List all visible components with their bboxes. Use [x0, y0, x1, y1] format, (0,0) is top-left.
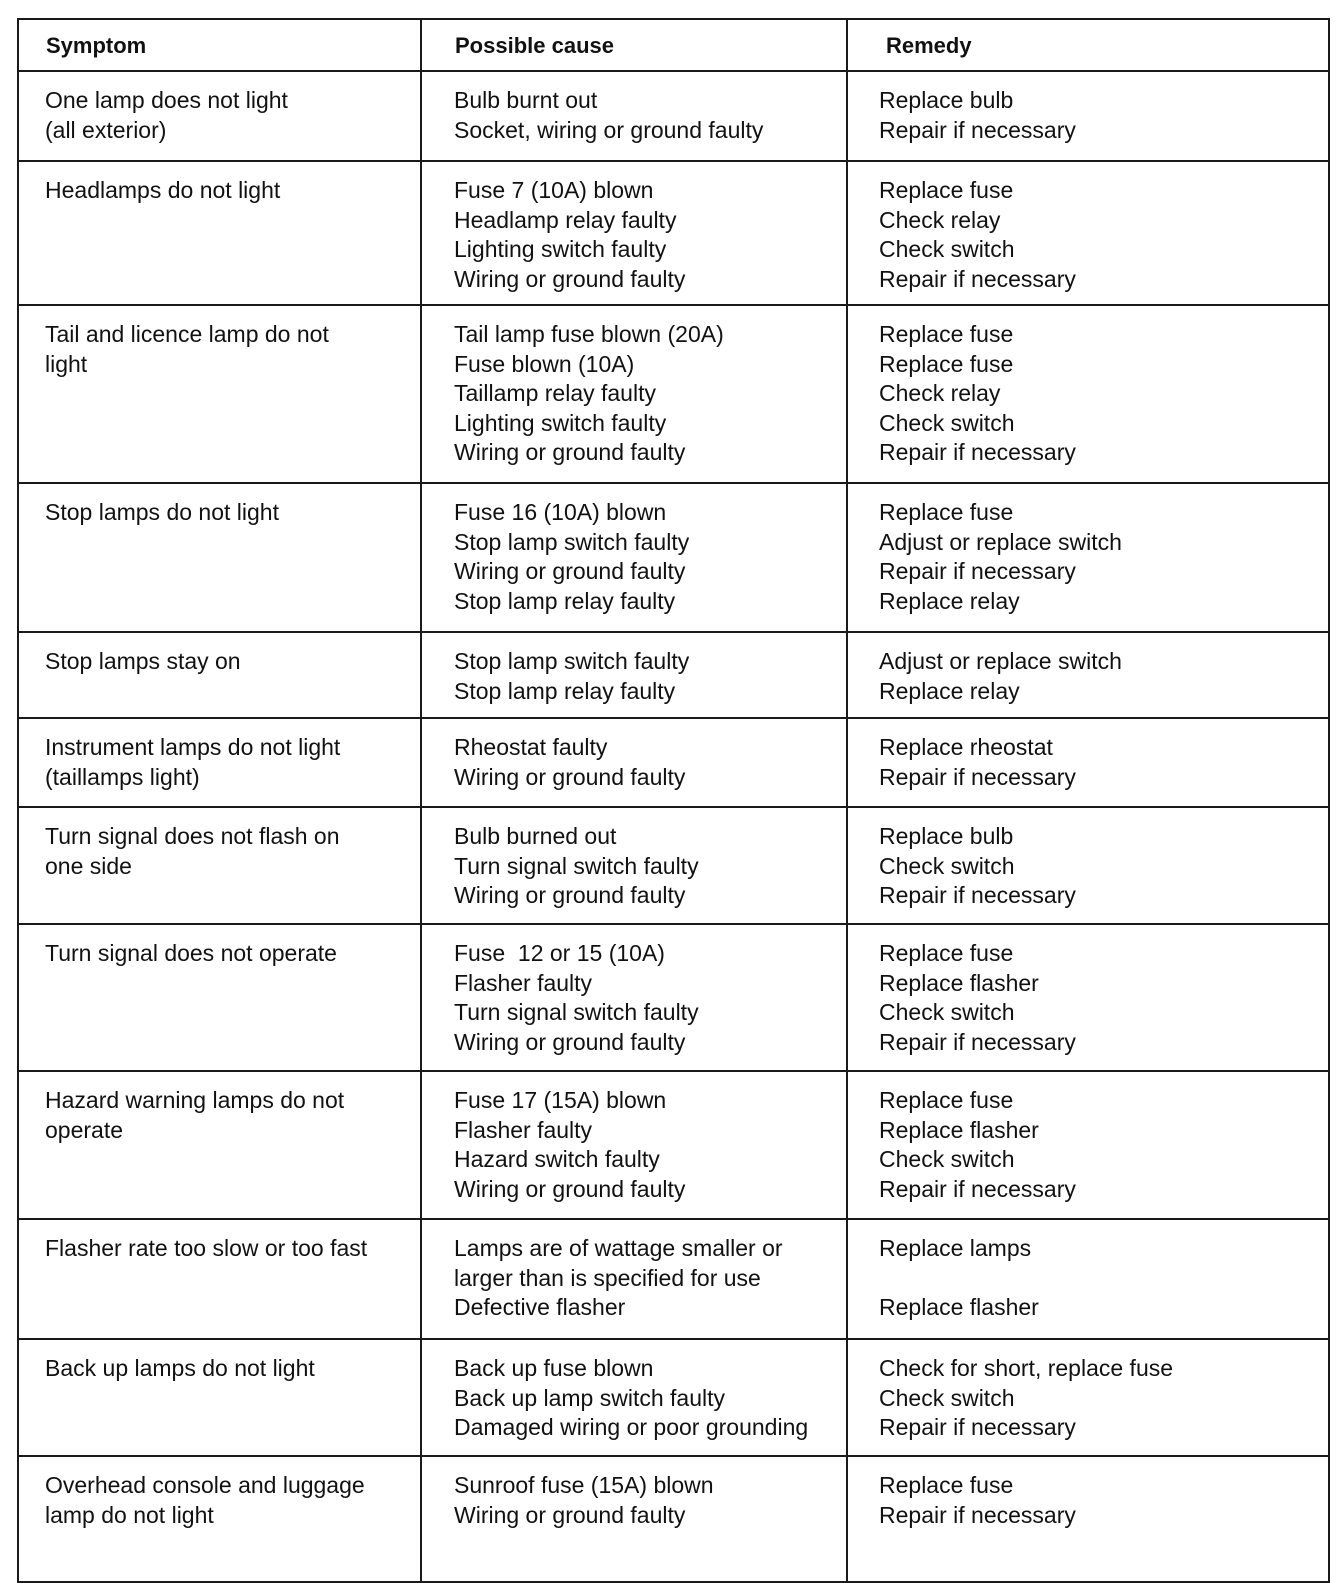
cause-line: Wiring or ground faulty	[454, 1028, 686, 1055]
remedy-cell	[847, 1339, 1329, 1456]
remedy-line: Replace flasher	[879, 1116, 1039, 1143]
header-row	[18, 19, 1329, 71]
remedy-line: Replace relay	[879, 587, 1020, 614]
cause-line: Wiring or ground faulty	[454, 265, 686, 292]
symptom-line: (all exterior)	[45, 116, 167, 143]
remedy-cell	[847, 1219, 1329, 1339]
symptom-cell	[18, 1071, 421, 1219]
symptom-line: One lamp does not light	[45, 87, 288, 113]
symptom-cell	[18, 1456, 421, 1582]
cause-cell	[421, 924, 847, 1071]
remedy-line: Replace bulb	[879, 87, 1014, 113]
remedy-line: Adjust or replace switch	[879, 648, 1122, 674]
table-row	[18, 924, 1329, 1071]
cause-line: larger than is specified for use	[454, 1264, 761, 1291]
symptom-cell	[18, 1219, 421, 1339]
table-row	[18, 1071, 1329, 1219]
remedy-line: Repair if necessary	[879, 1175, 1076, 1202]
cause-line: Stop lamp relay faulty	[454, 677, 676, 704]
cause-cell	[421, 71, 847, 161]
cause-line: Turn signal switch faulty	[454, 999, 699, 1026]
remedy-cell	[847, 71, 1329, 161]
remedy-line: Replace fuse	[879, 321, 1014, 347]
remedy-line: Repair if necessary	[879, 558, 1076, 585]
cause-line: Fuse 7 (10A) blown	[454, 177, 654, 203]
cause-line: Stop lamp relay faulty	[454, 587, 676, 614]
cause-cell	[421, 807, 847, 924]
cause-line: Rheostat faulty	[454, 734, 608, 760]
table-row	[18, 483, 1329, 632]
symptom-line: Overhead console and luggage	[45, 1472, 365, 1498]
cause-line: Fuse 16 (10A) blown	[454, 499, 667, 525]
cause-line: Wiring or ground faulty	[454, 1175, 686, 1202]
symptom-cell	[18, 161, 421, 305]
cause-cell	[421, 1339, 847, 1456]
remedy-line: Replace fuse	[879, 1472, 1014, 1498]
remedy-cell	[847, 924, 1329, 1071]
cause-line: Lighting switch faulty	[454, 409, 667, 436]
remedy-line: Check switch	[879, 852, 1015, 879]
remedy-line: Repair if necessary	[879, 882, 1076, 909]
cause-line: Defective flasher	[454, 1294, 626, 1321]
troubleshooting-table	[17, 18, 1330, 1583]
remedy-line: Replace rheostat	[879, 734, 1053, 760]
symptom-cell	[18, 483, 421, 632]
table-row	[18, 305, 1329, 483]
table-row	[18, 1339, 1329, 1456]
symptom-cell	[18, 1339, 421, 1456]
cause-line: Tail lamp fuse blown (20A)	[454, 321, 724, 347]
symptom-line: Stop lamps do not light	[45, 499, 279, 525]
cause-cell	[421, 305, 847, 483]
symptom-cell	[18, 718, 421, 807]
remedy-cell	[847, 305, 1329, 483]
symptom-line: light	[45, 350, 88, 377]
cause-line: Wiring or ground faulty	[454, 1501, 686, 1528]
symptom-line: Tail and licence lamp do not	[45, 321, 329, 347]
remedy-line: Repair if necessary	[879, 1028, 1076, 1055]
cause-line: Turn signal switch faulty	[454, 852, 699, 879]
remedy-line: Check switch	[879, 999, 1015, 1026]
remedy-line: Replace fuse	[879, 350, 1014, 377]
cause-line: Socket, wiring or ground faulty	[454, 116, 764, 143]
remedy-line: Repair if necessary	[879, 439, 1076, 466]
cause-line: Lamps are of wattage smaller or	[454, 1235, 783, 1261]
remedy-cell	[847, 1456, 1329, 1582]
cause-line: Sunroof fuse (15A) blown	[454, 1472, 714, 1498]
cause-line: Taillamp relay faulty	[454, 380, 656, 407]
table-row	[18, 71, 1329, 161]
remedy-line: Adjust or replace switch	[879, 528, 1122, 555]
cause-line: Fuse 17 (15A) blown	[454, 1087, 667, 1113]
symptom-line: (taillamps light)	[45, 763, 200, 790]
table-row	[18, 632, 1329, 718]
cause-cell	[421, 1219, 847, 1339]
remedy-line: Replace fuse	[879, 499, 1014, 525]
remedy-line: Replace fuse	[879, 177, 1014, 203]
symptom-cell	[18, 71, 421, 161]
symptom-cell	[18, 807, 421, 924]
remedy-line: Repair if necessary	[879, 763, 1076, 790]
cause-line: Back up fuse blown	[454, 1355, 654, 1381]
remedy-line	[879, 1264, 1328, 1294]
remedy-line: Check switch	[879, 236, 1015, 263]
cause-line: Fuse 12 or 15 (10A)	[454, 940, 665, 966]
remedy-line: Repair if necessary	[879, 1501, 1076, 1528]
cause-line: Stop lamp switch faulty	[454, 648, 690, 674]
cause-line: Stop lamp switch faulty	[454, 528, 690, 555]
cause-line: Headlamp relay faulty	[454, 206, 677, 233]
remedy-line: Replace fuse	[879, 940, 1014, 966]
cause-cell	[421, 632, 847, 718]
cause-cell	[421, 1456, 847, 1582]
remedy-line: Check for short, replace fuse	[879, 1355, 1174, 1381]
symptom-line: Instrument lamps do not light	[45, 734, 341, 760]
cause-cell	[421, 1071, 847, 1219]
remedy-line: Replace relay	[879, 677, 1020, 704]
remedy-line: Replace lamps	[879, 1235, 1032, 1261]
remedy-cell	[847, 1071, 1329, 1219]
remedy-line: Replace flasher	[879, 1294, 1039, 1321]
header-possible-cause: Possible cause	[421, 19, 847, 71]
cause-line: Bulb burnt out	[454, 87, 598, 113]
cause-cell	[421, 161, 847, 305]
remedy-cell	[847, 483, 1329, 632]
symptom-line: Headlamps do not light	[45, 177, 281, 203]
cause-line: Damaged wiring or poor grounding	[454, 1414, 809, 1441]
symptom-line: lamp do not light	[45, 1501, 214, 1528]
remedy-cell	[847, 807, 1329, 924]
remedy-line: Replace bulb	[879, 823, 1014, 849]
symptom-line: Stop lamps stay on	[45, 648, 241, 674]
cause-line: Flasher faulty	[454, 1116, 593, 1143]
cause-line: Wiring or ground faulty	[454, 439, 686, 466]
table-row	[18, 1456, 1329, 1582]
header-remedy: Remedy	[847, 19, 1329, 71]
cause-cell	[421, 483, 847, 632]
cause-line: Hazard switch faulty	[454, 1146, 660, 1173]
remedy-line: Check switch	[879, 1146, 1015, 1173]
remedy-line: Check switch	[879, 1384, 1015, 1411]
remedy-line: Check switch	[879, 409, 1015, 436]
remedy-line: Replace fuse	[879, 1087, 1014, 1113]
symptom-line: Turn signal does not operate	[45, 940, 337, 966]
cause-line: Back up lamp switch faulty	[454, 1384, 726, 1411]
symptom-line: Flasher rate too slow or too fast	[45, 1235, 368, 1261]
table-row	[18, 807, 1329, 924]
cause-cell	[421, 718, 847, 807]
cause-line: Lighting switch faulty	[454, 236, 667, 263]
cause-line: Wiring or ground faulty	[454, 882, 686, 909]
remedy-cell	[847, 161, 1329, 305]
remedy-line: Repair if necessary	[879, 265, 1076, 292]
remedy-line: Repair if necessary	[879, 116, 1076, 143]
table-row	[18, 161, 1329, 305]
symptom-line: one side	[45, 852, 132, 879]
remedy-line: Replace flasher	[879, 969, 1039, 996]
remedy-line: Check relay	[879, 206, 1001, 233]
table-row	[18, 1219, 1329, 1339]
symptom-line: Back up lamps do not light	[45, 1355, 315, 1381]
symptom-line: Hazard warning lamps do not	[45, 1087, 345, 1113]
symptom-cell	[18, 924, 421, 1071]
cause-line: Bulb burned out	[454, 823, 617, 849]
remedy-cell	[847, 718, 1329, 807]
cause-line: Fuse blown (10A)	[454, 350, 635, 377]
remedy-cell	[847, 632, 1329, 718]
cause-line: Wiring or ground faulty	[454, 763, 686, 790]
table-row	[18, 718, 1329, 807]
remedy-line: Repair if necessary	[879, 1414, 1076, 1441]
remedy-line: Check relay	[879, 380, 1001, 407]
symptom-cell	[18, 632, 421, 718]
symptom-cell	[18, 305, 421, 483]
symptom-line: Turn signal does not flash on	[45, 823, 340, 849]
header-symptom: Symptom	[18, 19, 421, 71]
cause-line: Wiring or ground faulty	[454, 558, 686, 585]
cause-line: Flasher faulty	[454, 969, 593, 996]
symptom-line: operate	[45, 1116, 124, 1143]
